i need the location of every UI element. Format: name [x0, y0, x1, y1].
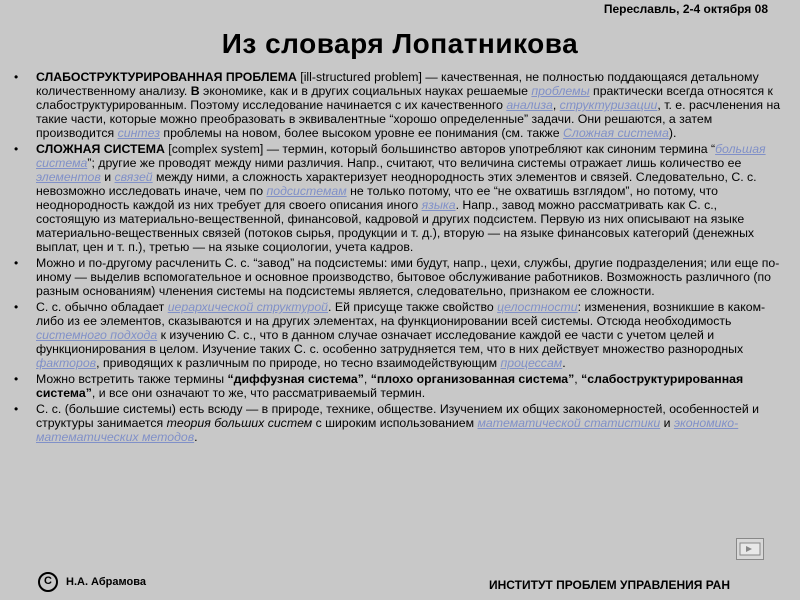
- text: между ними, а сложность характеризует неоднородность этих элементов и связей. Следовательно, С. с. невозможно исследовать иначе, чем по: [36, 170, 757, 198]
- link-synthesis[interactable]: синтез: [117, 126, 160, 140]
- text: и: [100, 170, 115, 184]
- link-hierarchical-structure[interactable]: иерархической структурой: [167, 300, 329, 314]
- paragraph-subsystems: [14, 256, 784, 298]
- link-econ-math-methods[interactable]: экономико-математических методов: [36, 416, 739, 444]
- bullet-icon: •: [14, 300, 19, 314]
- paragraph-ill-structured-problem: [14, 70, 784, 140]
- link-math-statistics[interactable]: математической статистики: [477, 416, 661, 430]
- text: Можно встретить также термины: [36, 372, 228, 386]
- link-complex-system[interactable]: Сложная система: [563, 126, 669, 140]
- text: не только потому, что ее “не охватишь взглядом”, но потому, что неоднородность каждой из них требует для своего описания иного: [36, 184, 719, 212]
- text: ).: [668, 126, 677, 140]
- slide-content: [14, 70, 784, 446]
- text: ”; другие же проводят между ними различия. Напр., считают, что величина системы отражает лишь количество ее: [87, 156, 742, 170]
- text: . Ей присуще также свойство: [328, 300, 498, 314]
- term-ill-structured-problem: СЛАБОСТРУКТУРИРОВАННАЯ ПРОБЛЕМА: [36, 70, 297, 84]
- bullet-icon: •: [14, 372, 19, 386]
- bullet-icon: •: [14, 256, 19, 270]
- link-analysis[interactable]: анализа: [506, 98, 553, 112]
- text: и: [660, 416, 674, 430]
- text: .: [562, 356, 566, 370]
- text: ,: [363, 372, 371, 386]
- header-location-date: Переславль, 2-4 октября 08: [603, 2, 768, 16]
- text-bold: В: [190, 84, 200, 98]
- bullet-icon: •: [14, 70, 19, 84]
- text: , т. е. расчленения на такие части, которые можно преобразовать в эквивалентные “хорошо определенные” задачи. Они решаются, а затем производится: [36, 98, 781, 140]
- text: . Напр., завод можно рассматривать как С. с., состоящую из материально-вещественной, финансовой, кадровой и других подсистем. Первую из них описывают на языке материально-вещественных связей (потоков сырья, продукции и т. д.), вторую — на языке финансовых категорий (денежных выплат, цен и т. п.), третью — на языке социологии, учета кадров.: [36, 198, 755, 254]
- link-large-system[interactable]: большая система: [36, 142, 766, 170]
- text: , и все они означают то же, что рассматриваемый термин.: [91, 386, 426, 400]
- footer-institute: ИНСТИТУТ ПРОБЛЕМ УПРАВЛЕНИЯ РАН: [489, 578, 730, 592]
- text: к изучению С. с., что в данном случае означает исследование каждой ее части с учетом целей и функционирования в целом. Изучение таких С. с. особенно затрудняется тем, что в них действует множество разнородных: [36, 328, 744, 356]
- link-factors[interactable]: факторов: [36, 356, 97, 370]
- text: [ill-structured problem] — качественная, не полностью поддающаяся детальному количественному анализу.: [36, 70, 759, 98]
- text: .: [194, 430, 198, 444]
- term-complex-system: СЛОЖНАЯ СИСТЕМА: [36, 142, 165, 156]
- slide-title: Из словаря Лопатникова: [221, 28, 579, 59]
- bullet-icon: •: [14, 402, 19, 416]
- text: экономике, как и в других социальных науках решаемые: [199, 84, 532, 98]
- term-diffuse-system: “диффузная система”: [227, 372, 364, 386]
- link-structurization[interactable]: структуризации: [559, 98, 658, 112]
- link-problems[interactable]: проблемы: [531, 84, 590, 98]
- text: , приводящих к различным по природе, но тесно взаимодействующим: [96, 356, 501, 370]
- copyright-icon: C: [38, 572, 58, 592]
- text: С. с. (большие системы) есть всюду — в природе, технике, обществе. Изучением их общих закономерностей, особенностей и структуры занимается: [36, 402, 759, 430]
- text: : изменения, возникшие в каком-либо из ее элементов, сказываются и на других элементах, на функционировании всей системы. Отсюда необходимость: [36, 300, 766, 328]
- link-system-approach[interactable]: системного подхода: [36, 328, 158, 342]
- link-language[interactable]: языка: [421, 198, 456, 212]
- paragraph-large-systems-theory: [14, 402, 784, 444]
- text: с широким использованием: [312, 416, 478, 430]
- link-integrity[interactable]: целостности: [497, 300, 578, 314]
- text: ,: [552, 98, 560, 112]
- term-ill-structured-system: “слабоструктурированная система”: [36, 372, 744, 400]
- text: ,: [574, 372, 582, 386]
- paragraph-complex-system: [14, 142, 784, 254]
- footer-author-block: [38, 572, 146, 592]
- text: Можно и по-другому расчленить С. с. “завод” на подсистемы: ими будут, напр., цехи, службы, другие подразделения; или еще по-иному — выделив вспомогательное и основное производство, бытовое обслуживание работников. Возможность различного (по разным основаниям) членения системы на подсистемы является, следовательно, признаком ее сложности.: [36, 256, 780, 298]
- link-processes[interactable]: процессам: [500, 356, 563, 370]
- link-elements[interactable]: элементов: [36, 170, 101, 184]
- text-italic: теория больших систем: [166, 416, 313, 430]
- text: С. с. обычно обладает: [36, 300, 168, 314]
- term-poorly-organized-system: “плохо организованная система”: [370, 372, 575, 386]
- footer-author: Н.А. Абрамова: [66, 576, 146, 588]
- text: [complex system] — термин, который большинство авторов употребляют как синоним термина “: [164, 142, 716, 156]
- slide-nav-icon[interactable]: [736, 538, 764, 560]
- bullet-icon: •: [14, 142, 19, 156]
- link-links[interactable]: связей: [114, 170, 153, 184]
- link-subsystems[interactable]: подсистемам: [266, 184, 347, 198]
- paragraph-hierarchy: [14, 300, 784, 370]
- text: практически всегда относятся к слабоструктурированным. Поэтому исследование начинается с их качественного: [36, 84, 773, 112]
- paragraph-other-terms: [14, 372, 784, 400]
- text: проблемы на новом, более высоком уровне ее понимания (см. также: [160, 126, 564, 140]
